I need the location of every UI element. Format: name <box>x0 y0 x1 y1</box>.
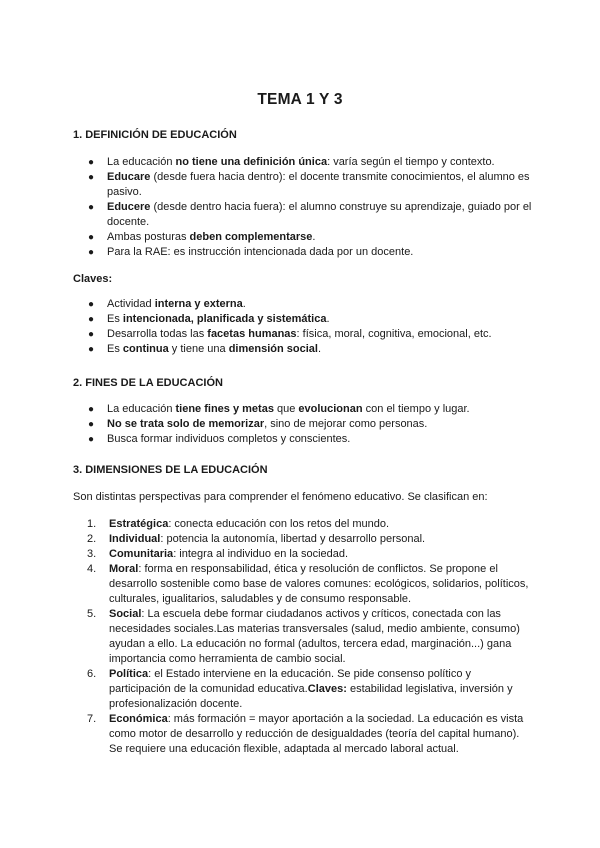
bullet-icon: ● <box>88 157 95 168</box>
list-item: ● Busca formar individuos completos y conscientes. <box>88 433 351 445</box>
list-item: ● La educación tiene fines y metas que evolucionan con el tiempo y lugar. <box>88 403 470 415</box>
section-3-heading: 3. DIMENSIONES DE LA EDUCACIÓN <box>73 464 268 476</box>
bullet-icon: ● <box>88 247 95 258</box>
section-1-list <box>73 155 533 260</box>
section-2-heading: 2. FINES DE LA EDUCACIÓN <box>73 377 223 389</box>
list-item: ● Educare (desde fuera hacia dentro): el docente transmite conocimientos, el alumno es pasivo. <box>88 171 530 198</box>
section-1-heading: 1. DEFINICIÓN DE EDUCACIÓN <box>73 129 237 141</box>
list-item: 1. Estratégica: conecta educación con los retos del mundo. <box>87 518 390 530</box>
list-item: ● Educere (desde dentro hacia fuera): el alumno construye su aprendizaje, guiado por el docente. <box>88 201 532 228</box>
claves-list <box>73 297 533 357</box>
list-item: ● Actividad interna y externa. <box>88 298 246 310</box>
list-item: 5. Social: La escuela debe formar ciudadanos activos y críticos, conectada con las necesidades sociales.Las materias transversales (salud, medio ambiente, consumo) ayudan a ello. La educación no formal (adultos, tercera edad, marginación...) gana importancia como herramienta de cambio social. <box>87 608 520 665</box>
list-item: ● Es continua y tiene una dimensión social. <box>88 343 321 355</box>
bullet-icon: ● <box>88 314 95 325</box>
bullet-icon: ● <box>88 202 95 213</box>
list-item: ● Desarrolla todas las facetas humanas: física, moral, cognitiva, emocional, etc. <box>88 328 492 340</box>
list-item: 4. Moral: forma en responsabilidad, ética y resolución de conflictos. Se propone el desarrollo sostenible como base de valores comunes: ecológicos, solidarios, políticos, culturales, igualitarios, saludables y de consumo responsable. <box>87 563 529 605</box>
section-2-list <box>73 402 533 447</box>
bullet-icon: ● <box>88 172 95 183</box>
section-3-intro: Son distintas perspectivas para comprender el fenómeno educativo. Se clasifican en: <box>73 491 488 503</box>
list-item: ● Para la RAE: es instrucción intencionada dada por un docente. <box>88 246 414 258</box>
list-item: 3. Comunitaria: integra al individuo en la sociedad. <box>87 548 349 560</box>
bullet-icon: ● <box>88 299 95 310</box>
bullet-icon: ● <box>88 419 95 430</box>
bullet-icon: ● <box>88 404 95 415</box>
bullet-icon: ● <box>88 434 95 445</box>
bullet-icon: ● <box>88 344 95 355</box>
claves-heading: Claves: <box>73 273 113 285</box>
list-item: ● Ambas posturas deben complementarse. <box>88 231 316 243</box>
page-title: TEMA 1 Y 3 <box>257 91 343 108</box>
bullet-icon: ● <box>88 329 95 340</box>
list-item: ● Es intencionada, planificada y sistemática. <box>88 313 330 325</box>
list-item: 6. Política: el Estado interviene en la educación. Se pide consenso político y participación de la comunidad educativa.Claves: estabilidad legislativa, inversión y profesionalización docente. <box>87 668 513 710</box>
list-item: 2. Individual: potencia la autonomía, libertad y desarrollo personal. <box>87 533 426 545</box>
list-item: ● No se trata solo de memorizar, sino de mejorar como personas. <box>88 418 428 430</box>
bullet-icon: ● <box>88 232 95 243</box>
list-item: 7. Económica: más formación = mayor aportación a la sociedad. La educación es vista como motor de desarrollo y reducción de desigualdades (teoría del capital humano). Se requiere una educación flexible, adaptada al mercado laboral actual. <box>87 713 524 755</box>
list-item: ● La educación no tiene una definición única: varía según el tiempo y contexto. <box>88 156 495 168</box>
dimensions-list <box>73 517 533 757</box>
